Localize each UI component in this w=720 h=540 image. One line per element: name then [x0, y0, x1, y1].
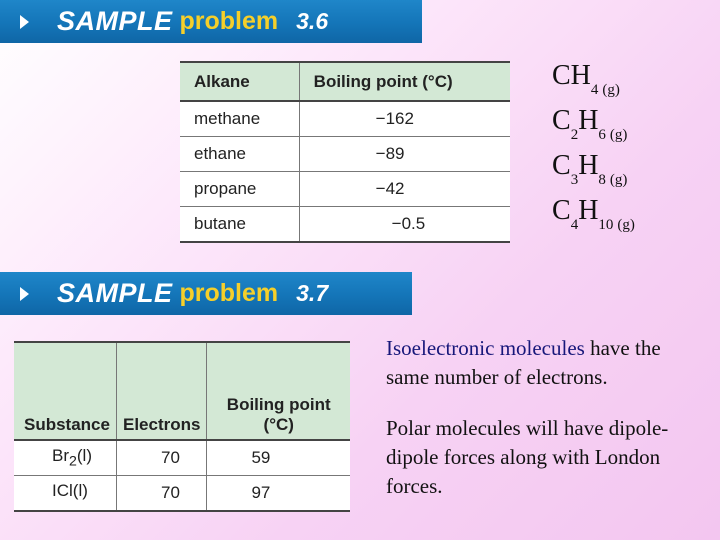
header-alkane: Alkane [180, 62, 299, 101]
isoelectronic-description: have the same number of electrons. [386, 336, 661, 389]
formula-phase: (g) [609, 172, 628, 188]
electrons-value: 70 [116, 476, 206, 512]
formula-subscript: 8 [598, 172, 606, 188]
banner-problem-word: problem [179, 279, 279, 307]
table-row [14, 476, 350, 512]
formula-subscript: 4 [570, 217, 579, 233]
table-row [180, 207, 510, 243]
sample-problem-banner-3-6 [0, 0, 422, 43]
substance-cell [14, 440, 116, 476]
header-boiling-point: Boiling point (°C) [299, 62, 510, 101]
isoelectronic-term: Isoelectronic molecules [386, 336, 585, 360]
formula-methane [552, 60, 635, 105]
table-row [180, 137, 510, 172]
polar-molecules-note: Polar molecules will have dipole-dipole forces along with London forces. [386, 416, 669, 498]
boiling-point-value: 59 [207, 440, 350, 476]
table-row [180, 172, 510, 207]
formula-propane [552, 150, 635, 195]
arrow-icon [20, 287, 29, 301]
formula-subscript: 10 [598, 217, 614, 233]
header-boiling-point: Boiling point (°C) [207, 342, 350, 440]
formula-subscript: 3 [570, 172, 579, 188]
formula-element: C [552, 195, 571, 226]
boiling-point-value: 97 [207, 476, 350, 512]
substance-electrons-table [14, 341, 350, 512]
formula-phase: (g) [602, 82, 620, 98]
table-row [14, 440, 350, 476]
formula-element: CH [552, 60, 591, 91]
electrons-value: 70 [116, 440, 206, 476]
formula-element: H [578, 105, 599, 136]
substance-subscript: 2 [69, 453, 77, 470]
substance-cell [14, 476, 116, 512]
alkane-name: butane [180, 207, 299, 243]
boiling-point-value: −42 [299, 172, 510, 207]
alkane-boiling-point-table [180, 61, 510, 243]
formula-element: C [552, 105, 571, 136]
formula-element: H [578, 150, 599, 181]
banner-sample-word: SAMPLE [57, 6, 173, 36]
header-substance: Substance [14, 342, 116, 440]
alkane-name: methane [180, 101, 299, 137]
banner-problem-word: problem [179, 7, 279, 35]
formula-phase: (g) [617, 217, 635, 233]
formula-butane [552, 195, 635, 240]
isoelectronic-definition [386, 334, 706, 392]
substance-phase: (l) [72, 481, 88, 501]
banner-sample-word: SAMPLE [57, 278, 173, 308]
substance-name: ICl [52, 481, 73, 501]
substance-phase: (l) [76, 446, 92, 466]
alkane-formulas [552, 60, 635, 240]
alkane-name: ethane [180, 137, 299, 172]
substance-name: Br [52, 446, 69, 466]
formula-subscript: 6 [598, 127, 606, 143]
formula-ethane [552, 105, 635, 150]
banner-number: 3.7 [296, 280, 329, 306]
arrow-icon [20, 15, 29, 29]
banner-number: 3.6 [296, 8, 329, 34]
alkane-name: propane [180, 172, 299, 207]
boiling-point-value: −89 [299, 137, 510, 172]
formula-element: C [552, 150, 571, 181]
boiling-point-value: −162 [299, 101, 510, 137]
formula-phase: (g) [609, 127, 628, 143]
formula-subscript: 2 [570, 127, 579, 143]
boiling-point-value: −0.5 [299, 207, 510, 243]
formula-element: H [578, 195, 599, 226]
header-electrons: Electrons [116, 342, 206, 440]
sample-problem-banner-3-7 [0, 272, 412, 315]
table-row [180, 101, 510, 137]
formula-subscript: 4 [590, 82, 599, 98]
